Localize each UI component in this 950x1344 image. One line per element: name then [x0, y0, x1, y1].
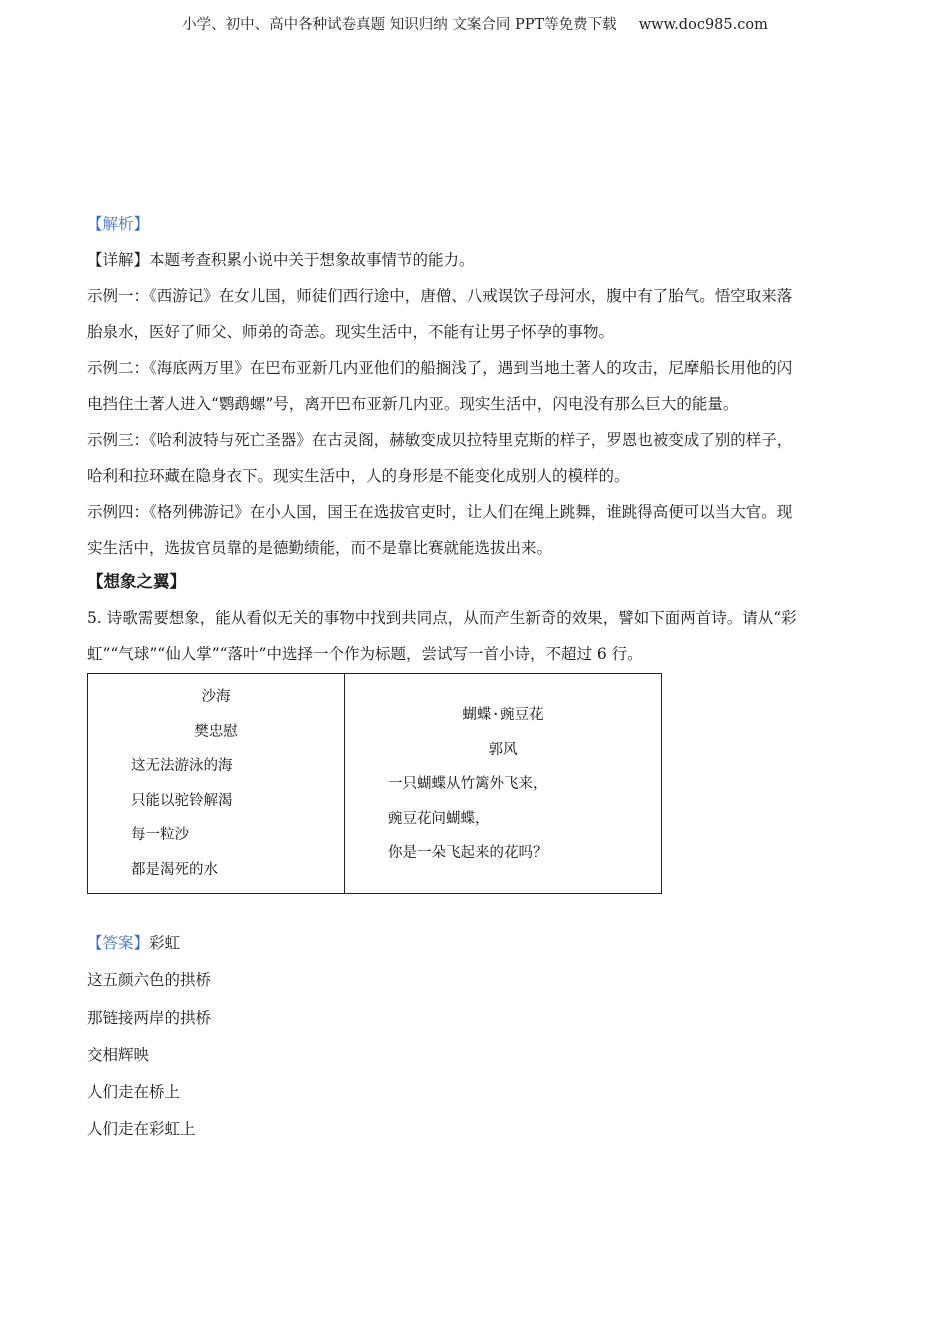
detail-tag: 【详解】: [87, 251, 150, 269]
poem-author: 郭风: [488, 741, 518, 758]
detail-text: 本题考查积累小说中关于想象故事情节的能力。: [149, 251, 475, 269]
poem-cell-butterfly: [345, 674, 661, 893]
analysis-line: 示例四：《格列佛游记》在小人国，国王在选拔官吏时，让人们在绳上跳舞，谁跳得高便可以当大官。现: [87, 503, 793, 521]
answer-line: 人们走在彩虹上: [87, 1120, 196, 1139]
answer-line: 交相辉映: [87, 1045, 150, 1064]
analysis-tag: 【解析】: [87, 215, 150, 233]
poem-line: 每一粒沙: [131, 827, 189, 843]
question-line: 5. 诗歌需要想象，能从看似无关的事物中找到共同点，从而产生新奇的效果，譬如下面两首诗。请从“彩: [87, 609, 797, 627]
poem-author: 樊忠慰: [194, 723, 238, 740]
poem-line: 只能以驼铃解渴: [131, 792, 233, 809]
main-content: [87, 206, 859, 672]
analysis-line: 实生活中，选拔官员靠的是德勤绩能，而不是靠比赛就能选拔出来。: [87, 539, 553, 557]
page-header: [0, 13, 950, 34]
poem-title: 蝴蝶·豌豆花: [462, 707, 544, 723]
poem-title: 沙海: [201, 689, 231, 705]
answer-line: 这五颜六色的拱桥: [87, 971, 212, 990]
answer-block: [87, 925, 859, 1149]
analysis-line: 示例二：《海底两万里》在巴布亚新几内亚他们的船搁浅了，遇到当地土著人的攻击，尼摩船长用他的闪: [87, 359, 793, 377]
answer-tag: 【答案】: [87, 934, 150, 952]
answer-line: 那链接两岸的拱桥: [87, 1008, 212, 1027]
poem-cell-sand-sea: [88, 674, 345, 893]
analysis-line: 电挡住土著人进入“鹦鹉螺”号，离开巴布亚新几内亚。现实生活中，闪电没有那么巨大的能量。: [87, 395, 739, 413]
answer-heading: [87, 925, 859, 962]
answer-line: 人们走在桥上: [87, 1083, 181, 1102]
analysis-line: 示例一：《西游记》在女儿国，师徒们西行途中，唐僧、八戒误饮子母河水，腹中有了胎气。悟空取来落: [87, 287, 793, 305]
analysis-detail: [87, 242, 859, 278]
poem-table: [87, 673, 662, 894]
header-url[interactable]: www.doc985.com: [638, 17, 768, 33]
poem-line: 这无法游泳的海: [131, 758, 233, 774]
analysis-line: 胎泉水，医好了师父、师弟的奇恙。现实生活中，不能有让男子怀孕的事物。: [87, 323, 615, 341]
answer-title: 彩虹: [149, 934, 181, 952]
header-text: 小学、初中、高中各种试卷真题 知识归纳 文案合同 PPT等免费下载: [182, 17, 617, 33]
poem-line: 一只蝴蝶从竹篱外飞来，: [388, 776, 548, 792]
poem-line: 都是渴死的水: [131, 861, 218, 878]
poem-line: 你是一朵飞起来的花吗？: [388, 845, 548, 861]
question-line: 虹”“气球”“仙人掌”“落叶”中选择一个作为标题，尝试写一首小诗，不超过 6 行。: [87, 645, 643, 663]
analysis-line: 示例三：《哈利波特与死亡圣器》在古灵阁，赫敏变成贝拉特里克斯的样子，罗恩也被变成了别的样子，: [87, 431, 793, 449]
section-title: 【想象之翼】: [87, 572, 186, 591]
poem-line: 豌豆花问蝴蝶，: [388, 810, 490, 827]
analysis-line: 哈利和拉环藏在隐身衣下。现实生活中，人的身形是不能变化成别人的模样的。: [87, 467, 630, 485]
